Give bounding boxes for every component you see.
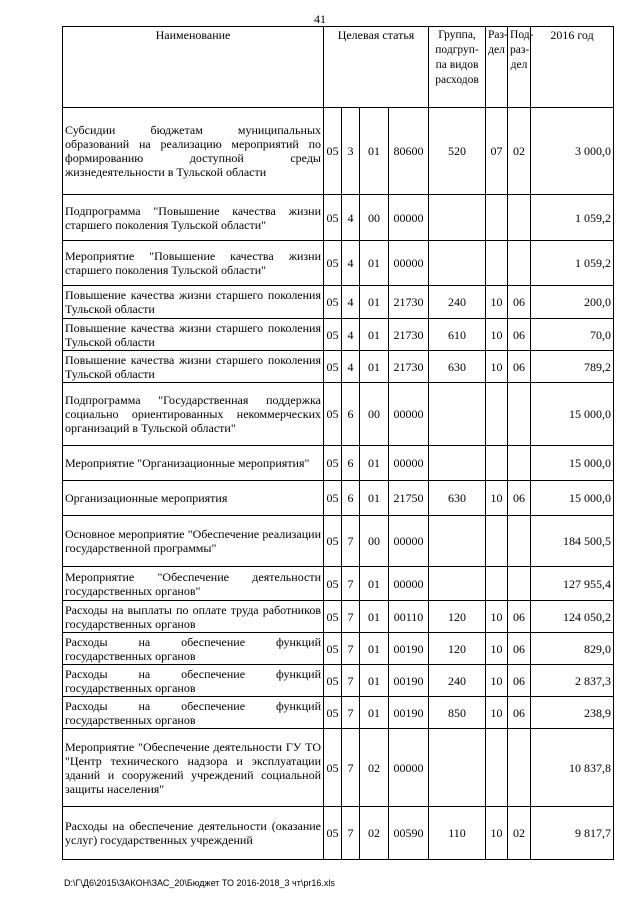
target-subprogram: 4 (342, 351, 360, 383)
target-measure: 01 (360, 567, 389, 601)
subsection: 06 (508, 665, 531, 697)
target-direction: 00000 (389, 729, 429, 807)
target-measure: 01 (360, 601, 389, 633)
table-row (63, 665, 614, 697)
table-row (63, 383, 614, 446)
target-subprogram: 7 (342, 807, 360, 860)
expense-group: 630 (429, 351, 486, 383)
subsection (508, 567, 531, 601)
target-subprogram: 7 (342, 601, 360, 633)
expense-group: 120 (429, 633, 486, 665)
amount-2016: 15 000,0 (531, 481, 614, 516)
target-direction: 00110 (389, 601, 429, 633)
amount-2016: 1 059,2 (531, 195, 614, 241)
header-subsection: Под-раз-дел (508, 27, 531, 108)
amount-2016: 184 500,5 (531, 516, 614, 567)
expense-group: 610 (429, 319, 486, 351)
subsection (508, 516, 531, 567)
expense-group (429, 567, 486, 601)
target-direction: 21730 (389, 286, 429, 319)
table-row (63, 807, 614, 860)
target-subprogram: 6 (342, 446, 360, 481)
target-subprogram: 7 (342, 729, 360, 807)
row-name: Расходы на обеспечение деятельности (оказание услуг) государственных учреждений (63, 807, 324, 860)
subsection: 02 (508, 807, 531, 860)
section (486, 567, 508, 601)
row-name: Подпрограмма "Повышение качества жизни старшего поколения Тульской области" (63, 195, 324, 241)
target-program: 05 (324, 633, 342, 665)
section (486, 195, 508, 241)
subsection: 06 (508, 286, 531, 319)
target-subprogram: 7 (342, 697, 360, 729)
target-measure: 02 (360, 729, 389, 807)
subsection: 06 (508, 633, 531, 665)
target-subprogram: 7 (342, 567, 360, 601)
amount-2016: 9 817,7 (531, 807, 614, 860)
target-measure: 01 (360, 633, 389, 665)
amount-2016: 3 000,0 (531, 108, 614, 195)
table-row (63, 697, 614, 729)
target-subprogram: 7 (342, 665, 360, 697)
target-direction: 21730 (389, 351, 429, 383)
target-measure: 02 (360, 807, 389, 860)
target-program: 05 (324, 516, 342, 567)
target-measure: 01 (360, 351, 389, 383)
header-name: Наименование (63, 27, 324, 108)
target-direction: 00000 (389, 195, 429, 241)
target-subprogram: 4 (342, 319, 360, 351)
section: 10 (486, 286, 508, 319)
target-direction: 80600 (389, 108, 429, 195)
amount-2016: 829,0 (531, 633, 614, 665)
budget-table (62, 26, 614, 860)
section: 10 (486, 697, 508, 729)
row-name: Повышение качества жизни старшего поколения Тульской области (63, 351, 324, 383)
expense-group (429, 729, 486, 807)
target-subprogram: 7 (342, 516, 360, 567)
subsection: 06 (508, 697, 531, 729)
section (486, 241, 508, 286)
row-name: Расходы на обеспечение функций государственных органов (63, 697, 324, 729)
row-name: Подпрограмма "Государственная поддержка социально ориентированных некоммерческих организаций в Тульской области" (63, 383, 324, 446)
row-name: Мероприятие "Обеспечение деятельности ГУ ТО "Центр технического надзора и эксплуатации зданий и сооружений учреждений социальной защиты населения" (63, 729, 324, 807)
target-program: 05 (324, 108, 342, 195)
target-direction: 00000 (389, 241, 429, 286)
section: 10 (486, 351, 508, 383)
target-direction: 21730 (389, 319, 429, 351)
target-subprogram: 6 (342, 481, 360, 516)
target-subprogram: 3 (342, 108, 360, 195)
row-name: Мероприятие "Организационные мероприятия" (63, 446, 324, 481)
target-direction: 00000 (389, 567, 429, 601)
target-measure: 01 (360, 665, 389, 697)
target-program: 05 (324, 665, 342, 697)
target-direction: 00590 (389, 807, 429, 860)
expense-group: 120 (429, 601, 486, 633)
table-row (63, 729, 614, 807)
target-subprogram: 4 (342, 286, 360, 319)
target-program: 05 (324, 601, 342, 633)
footer-file-path: D:\Г\Д6\2015\ЗАКОН\ЗАС_20\Бюджет ТО 2016-2018_3 чт\pr16.xls (64, 878, 335, 888)
target-direction: 00000 (389, 516, 429, 567)
target-measure: 01 (360, 319, 389, 351)
expense-group: 630 (429, 481, 486, 516)
section: 10 (486, 601, 508, 633)
subsection (508, 195, 531, 241)
table-row (63, 567, 614, 601)
target-program: 05 (324, 286, 342, 319)
table-row (63, 286, 614, 319)
table-row (63, 601, 614, 633)
amount-2016: 789,2 (531, 351, 614, 383)
row-name: Повышение качества жизни старшего поколения Тульской области (63, 319, 324, 351)
row-name: Организационные мероприятия (63, 481, 324, 516)
target-subprogram: 4 (342, 195, 360, 241)
target-direction: 21750 (389, 481, 429, 516)
table-row (63, 633, 614, 665)
target-measure: 00 (360, 195, 389, 241)
target-program: 05 (324, 383, 342, 446)
subsection: 06 (508, 319, 531, 351)
section (486, 516, 508, 567)
target-direction: 00190 (389, 633, 429, 665)
target-measure: 01 (360, 446, 389, 481)
subsection (508, 446, 531, 481)
header-expense-group: Группа, подгруп-па видов расходов (429, 27, 486, 108)
target-measure: 01 (360, 286, 389, 319)
section: 07 (486, 108, 508, 195)
section: 10 (486, 807, 508, 860)
expense-group: 240 (429, 286, 486, 319)
target-program: 05 (324, 241, 342, 286)
row-name: Расходы на обеспечение функций государственных органов (63, 633, 324, 665)
target-program: 05 (324, 481, 342, 516)
expense-group: 850 (429, 697, 486, 729)
amount-2016: 70,0 (531, 319, 614, 351)
subsection: 06 (508, 481, 531, 516)
target-program: 05 (324, 319, 342, 351)
table-row (63, 516, 614, 567)
subsection (508, 241, 531, 286)
target-measure: 01 (360, 108, 389, 195)
table-row (63, 481, 614, 516)
expense-group (429, 241, 486, 286)
target-program: 05 (324, 195, 342, 241)
table-row (63, 351, 614, 383)
section: 10 (486, 319, 508, 351)
amount-2016: 2 837,3 (531, 665, 614, 697)
subsection (508, 729, 531, 807)
target-measure: 01 (360, 697, 389, 729)
row-name: Расходы на обеспечение функций государственных органов (63, 665, 324, 697)
row-name: Расходы на выплаты по оплате труда работников государственных органов (63, 601, 324, 633)
target-measure: 01 (360, 481, 389, 516)
row-name: Основное мероприятие "Обеспечение реализации государственной программы" (63, 516, 324, 567)
target-measure: 00 (360, 516, 389, 567)
target-program: 05 (324, 807, 342, 860)
page-number: 41 (314, 12, 326, 26)
section: 10 (486, 665, 508, 697)
header-year: 2016 год (531, 27, 614, 108)
section (486, 383, 508, 446)
amount-2016: 238,9 (531, 697, 614, 729)
section: 10 (486, 481, 508, 516)
table-row (63, 108, 614, 195)
target-program: 05 (324, 729, 342, 807)
amount-2016: 124 050,2 (531, 601, 614, 633)
amount-2016: 127 955,4 (531, 567, 614, 601)
row-name: Субсидии бюджетам муниципальных образований на реализацию мероприятий по формированию доступной среды жизнедеятельности в Тульской области (63, 108, 324, 195)
subsection: 02 (508, 108, 531, 195)
amount-2016: 1 059,2 (531, 241, 614, 286)
header-target-article: Целевая статья (324, 27, 429, 108)
target-direction: 00190 (389, 697, 429, 729)
amount-2016: 15 000,0 (531, 383, 614, 446)
target-direction: 00190 (389, 665, 429, 697)
expense-group (429, 446, 486, 481)
subsection: 06 (508, 601, 531, 633)
target-direction: 00000 (389, 383, 429, 446)
table-row (63, 241, 614, 286)
table-row (63, 319, 614, 351)
amount-2016: 200,0 (531, 286, 614, 319)
row-name: Мероприятие "Обеспечение деятельности государственных органов" (63, 567, 324, 601)
subsection (508, 383, 531, 446)
target-measure: 00 (360, 383, 389, 446)
expense-group (429, 195, 486, 241)
target-subprogram: 6 (342, 383, 360, 446)
target-program: 05 (324, 351, 342, 383)
table-row (63, 446, 614, 481)
table-body (63, 108, 614, 860)
expense-group: 110 (429, 807, 486, 860)
target-program: 05 (324, 567, 342, 601)
row-name: Мероприятие "Повышение качества жизни старшего поколения Тульской области" (63, 241, 324, 286)
expense-group: 520 (429, 108, 486, 195)
section: 10 (486, 633, 508, 665)
expense-group (429, 516, 486, 567)
amount-2016: 15 000,0 (531, 446, 614, 481)
target-program: 05 (324, 446, 342, 481)
row-name: Повышение качества жизни старшего поколения Тульской области (63, 286, 324, 319)
target-direction: 00000 (389, 446, 429, 481)
subsection: 06 (508, 351, 531, 383)
section (486, 446, 508, 481)
amount-2016: 10 837,8 (531, 729, 614, 807)
expense-group: 240 (429, 665, 486, 697)
target-subprogram: 4 (342, 241, 360, 286)
table-row (63, 195, 614, 241)
expense-group (429, 383, 486, 446)
header-row (63, 27, 614, 108)
target-program: 05 (324, 697, 342, 729)
section (486, 729, 508, 807)
target-measure: 01 (360, 241, 389, 286)
header-section: Раз-дел (486, 27, 508, 108)
target-subprogram: 7 (342, 633, 360, 665)
